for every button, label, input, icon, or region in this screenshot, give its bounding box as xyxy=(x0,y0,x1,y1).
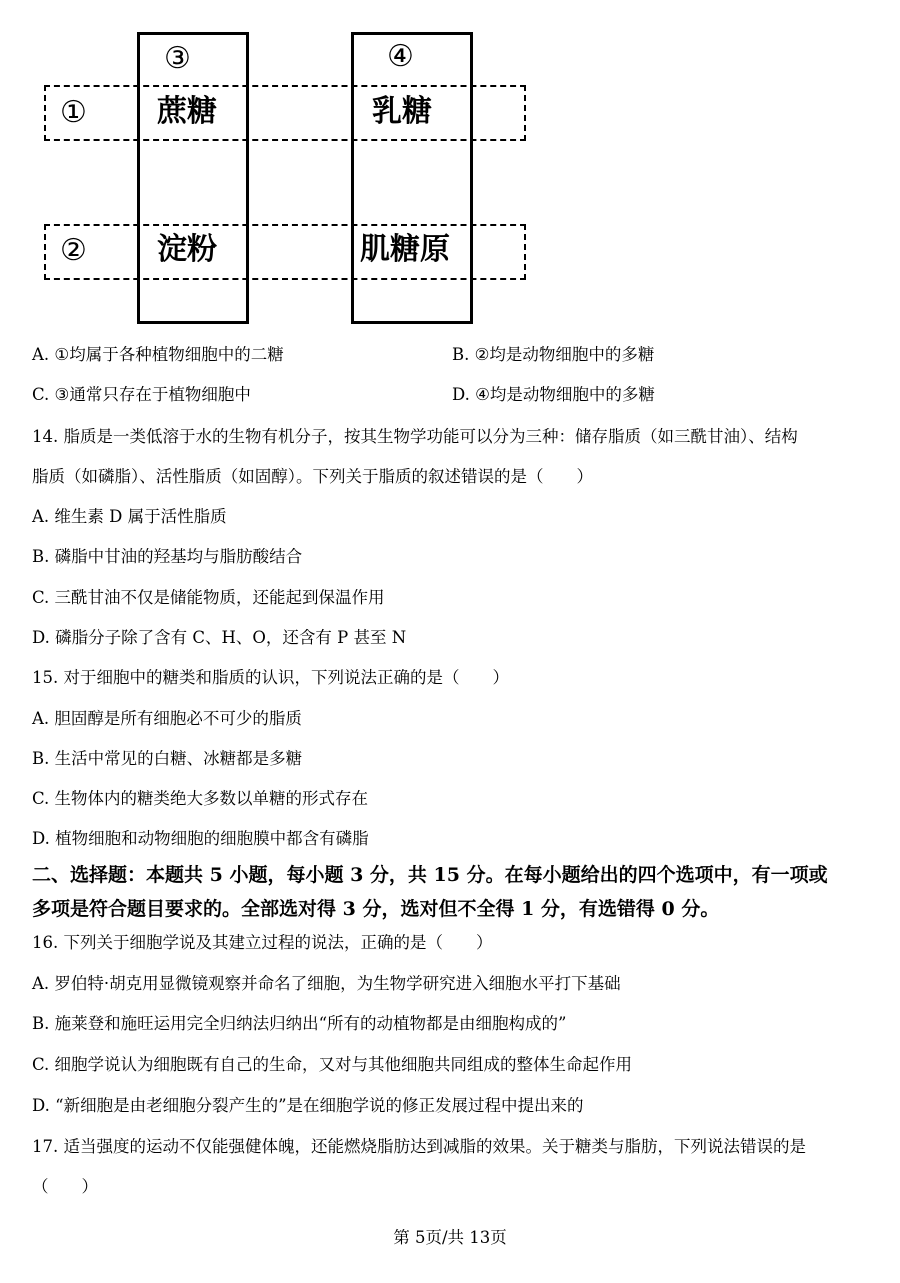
q14-option-c: C. 三酰甘油不仅是储能物质，还能起到保温作用 xyxy=(32,588,385,607)
q13-option-a: A. ①均属于各种植物细胞中的二糖 xyxy=(32,345,284,364)
q16-option-c: C. 细胞学说认为细胞既有自己的生命，又对与其他细胞共同组成的整体生命起作用 xyxy=(32,1055,633,1074)
section-2-heading-line1: 二、选择题：本题共 5 小题，每小题 3 分，共 15 分。在每小题给出的四个选项中，有一项或 xyxy=(32,864,828,886)
q13-option-c: C. ③通常只存在于植物细胞中 xyxy=(32,385,251,404)
col-label-4: ④ xyxy=(387,39,414,74)
cell-lactose: 乳糖 xyxy=(372,94,432,129)
row-2-box xyxy=(44,224,526,280)
q16-option-d: D. “新细胞是由老细胞分裂产生的”是在细胞学说的修正发展过程中提出来的 xyxy=(32,1096,584,1115)
q15-option-a: A. 胆固醇是所有细胞必不可少的脂质 xyxy=(32,709,302,728)
column-3-box xyxy=(137,32,249,324)
q15-option-c: C. 生物体内的糖类绝大多数以单糖的形式存在 xyxy=(32,789,369,808)
cell-muscle-glycogen: 肌糖原 xyxy=(360,232,450,267)
q16-stem: 16. 下列关于细胞学说及其建立过程的说法，正确的是（ ） xyxy=(32,933,493,952)
q14-stem-line2: 脂质（如磷脂）、活性脂质（如固醇）。下列关于脂质的叙述错误的是（ ） xyxy=(32,467,593,486)
column-4-box xyxy=(351,32,473,324)
q16-option-a: A. 罗伯特·胡克用显微镜观察并命名了细胞，为生物学研究进入细胞水平打下基础 xyxy=(32,974,621,993)
row-label-2: ② xyxy=(60,233,87,268)
section-2-heading-line2: 多项是符合题目要求的。全部选对得 3 分，选对但不全得 1 分，有选错得 0 分。 xyxy=(32,898,720,920)
q14-option-b: B. 磷脂中甘油的羟基均与脂肪酸结合 xyxy=(32,547,303,566)
q16-option-b: B. 施莱登和施旺运用完全归纳法归纳出“所有的动植物都是由细胞构成的” xyxy=(32,1014,567,1033)
sugar-classification-diagram xyxy=(0,0,900,330)
q13-option-d: D. ④均是动物细胞中的多糖 xyxy=(452,385,655,404)
q17-stem-line1: 17. 适当强度的运动不仅能强健体魄，还能燃烧脂肪达到减脂的效果。关于糖类与脂肪，下列说法错误的是 xyxy=(32,1137,806,1156)
q13-option-b: B. ②均是动物细胞中的多糖 xyxy=(452,345,655,364)
row-1-box xyxy=(44,85,526,141)
row-label-1: ① xyxy=(60,95,87,130)
col-label-3: ③ xyxy=(164,41,191,76)
q15-option-b: B. 生活中常见的白糖、冰糖都是多糖 xyxy=(32,749,303,768)
q14-option-a: A. 维生素 D 属于活性脂质 xyxy=(32,507,227,526)
q15-stem: 15. 对于细胞中的糖类和脂质的认识，下列说法正确的是（ ） xyxy=(32,668,509,687)
q17-stem-line2: （ ） xyxy=(32,1177,98,1196)
q14-option-d: D. 磷脂分子除了含有 C、H、O，还含有 P 甚至 N xyxy=(32,628,407,647)
cell-sucrose: 蔗糖 xyxy=(157,94,217,129)
page-number: 第 5页/共 13页 xyxy=(393,1228,507,1247)
q14-stem-line1: 14. 脂质是一类低溶于水的生物有机分子，按其生物学功能可以分为三种：储存脂质（如三酰甘油）、结构 xyxy=(32,427,798,446)
cell-starch: 淀粉 xyxy=(157,232,217,267)
q15-option-d: D. 植物细胞和动物细胞的细胞膜中都含有磷脂 xyxy=(32,829,369,848)
